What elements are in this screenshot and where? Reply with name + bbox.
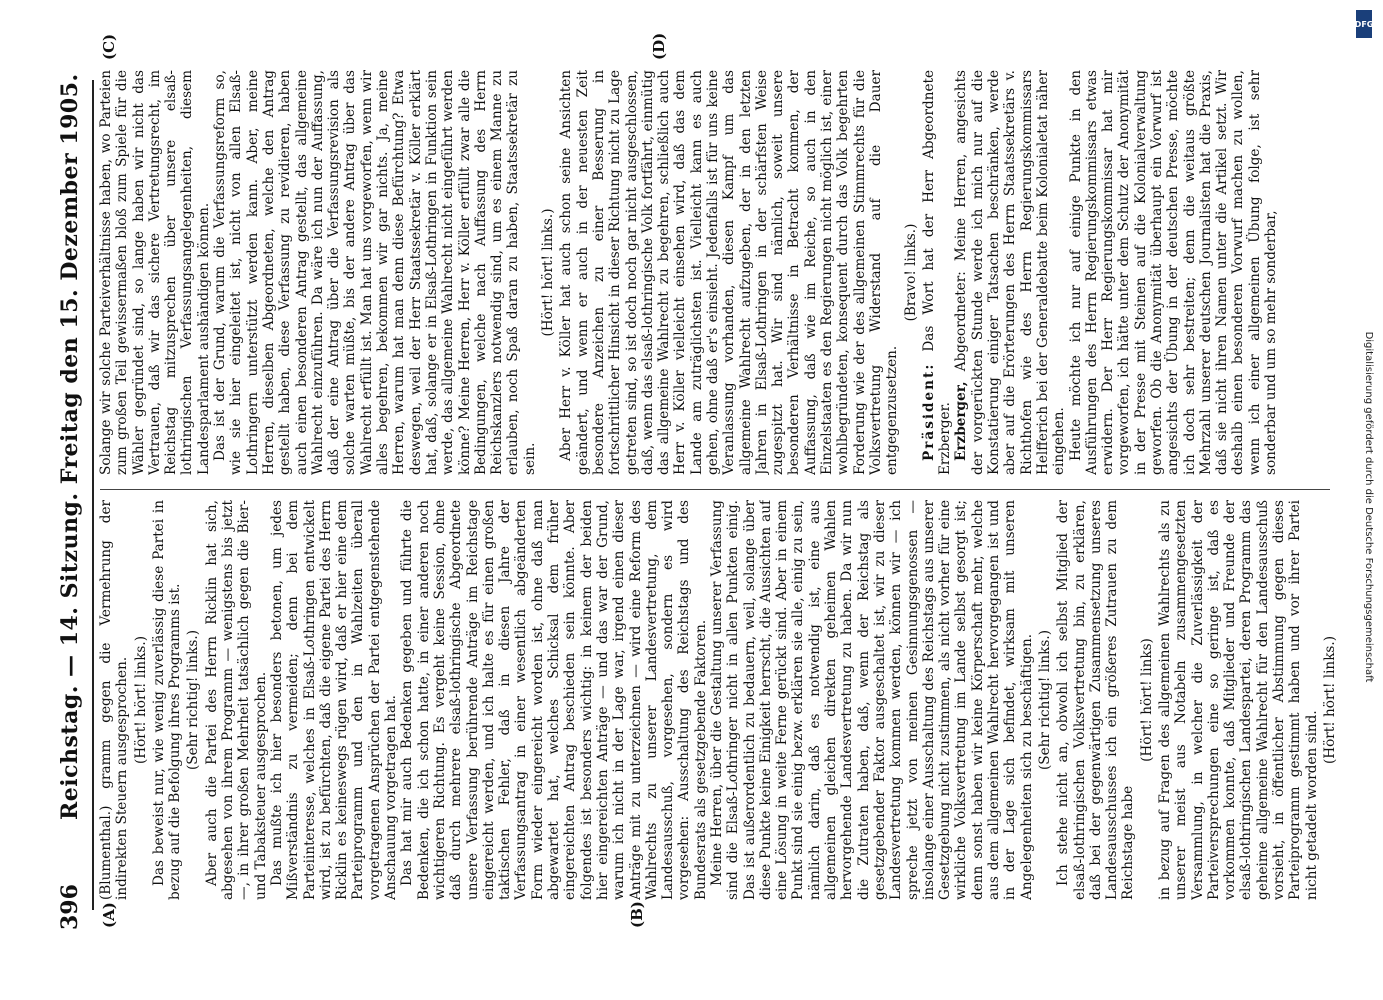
paragraph: Das mußte ich hier besonders betonen, um jedes Mißverständnis zu vermeiden; denn bei dem Parteiinteresse, welches in Elsaß-Lothringen entwickelt wird, ist zu befürchten, daß die eigene Partei des Herrn Ricklin es keineswegs rügen wird, daß er hier eine dem Parteiprogramm und den in Wahlzeiten überall vorgetragenen Ansprüchen der Partei entgegenstehende Anschauung vorgetragen hat. (268, 500, 400, 900)
interjection: (Bravo! links.) (902, 223, 919, 322)
president-statement (921, 70, 954, 475)
left-column (98, 500, 1338, 900)
speaker-role: Abgeordneter: (953, 271, 970, 372)
paragraph: Solange wir solche Parteiverhältnisse haben, wo Parteien zum großen Teil gewissermaßen bloß zum Spiele für die Wähler gegründet sind, so lange haben wir nicht das Vertrauen, daß wir das sichere Vertretungsrecht, im Reichstag mitzusprechen über unsere elsaß-lothringischen Verfassungsangelegenheiten, diesem Landesparlament aushändigen können. (98, 70, 212, 475)
margin-mark-d: (D) (650, 32, 668, 60)
margin-mark-c: (C) (100, 33, 118, 60)
paragraph: Das ist der Grund, warum die Verfassungsreform so, wie sie hier eingeleitet ist, nicht von allen Elsaß-Lothringern unterstützt werden kann. Aber, meine Herren, dieselben Abgeordneten, welche den Antrag gestellt haben, diese Verfassung zu revidieren, haben auch einen besonderen Antrag gestellt, das allgemeine Wahlrecht einzuführen. Da wäre ich nun der Auffassung, daß der eine Antrag über die Verfassungsrevision als solche warten müßte, bis der andere Antrag über das Wahlrecht erfüllt ist. Man hat uns vorgeworfen, wenn wir alles begehren, bekommen wir gar nichts. Ja, meine Herren, warum hat man denn diese Befürchtung? Etwa deswegen, weil der Herr Staatssekretär v. Köller erklärt hat, daß, solange er in Elsaß-Lothringen in Funktion sein werde, das allgemeine Wahlrecht nicht eingeführt werden könne? Meine Herren, Herr v. Köller erfüllt zwar alle die Bedingungen, welche nach Auffassung des Herrn Reichskanzlers notwendig sind, um es einem Manne zu erlauben, noch Spaß daran zu haben, Staatssekretär zu sein. (212, 70, 538, 475)
page-title: Reichstag. — 14. Sitzung. Freitag den 15. Dezember 1905. (57, 73, 83, 820)
interjection: (Hört! hört! links.) (132, 635, 149, 765)
paragraph: Heute möchte ich nur auf einige Punkte in den Ausführungen des Herrn Regierungskommissars etwas erwidern. Der Herr Regierungskommissar hat mir vorgeworfen, ich hätte unter dem Schutz der Anonymität in der Presse mit Steinen auf die Kolonialverwaltung geworfen. Ob die Anonymität überhaupt ein Vorwurf ist angesichts der Übung in der deutschen Presse, möchte ich doch sehr bestreiten; denn die weitaus größte Mehrzahl unserer deutschen Journalisten hat die Praxis, daß sie nicht ihren Namen unter die Artikel setzt. Wir deshalb einen besonderen Vorwurf machen zu wollen, wenn ich einer allgemeinen Übung folge, ist sehr sonderbar und um so mehr sonderbar, (1067, 70, 1280, 475)
paragraph: Aber auch die Partei des Herrn Ricklin hat sich, abgesehen von ihrem Programm — wenigstens bis jetzt —, in ihrer großen Mehrheit tatsächlich gegen die Bier- und Tabaksteuer ausgesprochen. (203, 500, 269, 900)
running-head (55, 70, 89, 930)
paragraph: (Blumenthal.) gramm gegen die Vermehrung der indirekten Steuern ausgesprochen. (98, 500, 131, 900)
column-divider (100, 489, 1330, 490)
paragraph: in bezug auf Fragen des allgemeinen Wahlrechts als zu unserer meist aus Notabeln zusammengesetzten Versammlung, in welcher die Zuverlässigkeit der Parteiversprechungen eine so geringe ist, daß es vorkommen konnte, daß Mitglieder und Freunde der elsaß-lothringischen Landespartei, deren Programm das geheime allgemeine Wahlrecht für den Landesausschuß vorsieht, in öffentlicher Abstimmung gegen dieses Parteiprogramm gestimmt haben und vor ihrer Partei nicht getadelt worden sind. (1157, 500, 1320, 900)
statement-text: Das Wort hat der Herr Abgeordnete Erzberger. (920, 70, 954, 475)
paragraph: Aber Herr v. Köller hat auch schon seine Ansichten geändert, und wenn er auch in der neuesten Zeit besondere Anzeichen zu einer Besserung in fortschrittlicher Hinsicht in dieser Richtung nicht zu Lage getreten sind, so ist doch noch gar nicht ausgeschlossen, daß, wenn das elsaß-lothringische Volk fortfährt, einmütig das allgemeine Wahlrecht zu begehren, schließlich auch Herr v. Köller vielleicht einsehen wird, daß das dem Lande am zuträglichsten ist. Vielleicht kann es auch gehen, ohne daß er's einsieht. Jedenfalls ist für uns keine Veranlassung vorhanden, diesen Kampf um das allgemeine Wahlrecht aufzugeben, der in den letzten Jahren in Elsaß-Lothringen in der schärfsten Weise zugespitzt hat. Wir sind nämlich, soweit unsere besonderen Verhältnisse in Betracht kommen, der Auffassung, daß wie im Reiche, so auch in den Einzelstaaten es den Regierungen nicht möglich ist, einer wohlbegründeten, konsequent durch das Volk begehrten Forderung wie der des allgemeinen Stimmrechts für die Volksvertretung Widerstand auf die Dauer entgegenzusetzen. (558, 70, 901, 475)
dfg-logo: DFG (1356, 10, 1372, 38)
page-number: 396 (57, 884, 83, 930)
speaker-intro (953, 70, 1067, 475)
header-rule (92, 80, 94, 910)
credit-text: Digitalisierung gefördert durch die Deutsche Forschungsgemeinschaft (1363, 331, 1374, 683)
speaker-name: Erzberger, (953, 381, 970, 461)
paragraph: Meine Herren, über die Gestaltung unserer Verfassung sind die Elsaß-Lothringer nicht in allen Punkten einig. Das ist außerordentlich zu bedauern, weil, solange über diese Punkte keine Einigkeit herrscht, die Aussichten auf eine Lösung in weite Ferne gerückt sind. Aber in einem Punkt sind sie einig bezw. erklären sie alle, einig zu sein, nämlich darin, daß es notwendig ist, eine aus allgemeinen gleichen direkten geheimen Wahlen hervorgehende Landesvertretung zu haben. Da wir nun die Zutraten haben, daß, wenn der Reichstag als gesetzgebender Faktor ausgeschaltet ist, wir zu dieser Landesvertretung kommen werden, können wir — ich spreche jetzt von meinen Gesinnungsgenossen — insolange einer Ausschaltung des Reichstags aus unserer Gesetzgebung nicht zustimmen, als nicht vorher für eine wirkliche Volksvertretung im Lande selbst gesorgt ist; denn sonst haben wir keine Körperschaft mehr, welche aus dem allgemeinen Wahlrecht hervorgegangen ist und in der Lage sich befindet, wirksam mit unseren Angelegenheiten sich zu beschäftigen. (708, 500, 1035, 900)
interjection: (Hört! hört! links) (1138, 638, 1155, 762)
paragraph: Das hat mir auch Bedenken gegeben und führte die Bedenken, die ich schon hatte, in einer anderen noch wichtigeren Richtung. Es vergeht keine Session, ohne daß durch mehrere elsaß-lothringische Abgeordnete unsere Verfassung berührende Anträge im Reichstage eingereicht werden, und ich halte es für einen großen taktischen Fehler, daß in diesen Jahre der Verfassungsantrag in einer wesentlich abgeänderten Form wieder eingereicht worden ist, ohne daß man abgewartet hat, welches Schicksal dem früher eingereichten Antrag beschieden sein könnte. Aber folgendes ist besonders wichtig: in keinem der beiden hier eingereichten Anträge — und das war der Grund, warum ich nicht in der Lage war, irgend einen dieser Anträge mit zu unterzeichnen — wird eine Reform des Wahlrechts zu unserer Landesvertretung, dem Landesausschuß, vorgesehen, sondern es wird vorgesehen: Ausschaltung des Reichstags und des Bundesrats als gesetzgebende Faktoren. (399, 500, 709, 900)
paragraph: Das beweist nur, wie wenig zuverlässig diese Partei in bezug auf die Befolgung ihres Programms ist. (150, 500, 184, 900)
interjection: (Hört! hört! links.) (1321, 635, 1338, 765)
statement-text: Meine Herren, angesichts der vorgerückten Stunde werde ich mich nur auf die Konstatierung einiger Tatsachen beschränken, werde aber auf die Erörterungen des Herrn Staatssekretärs v. Richthofen wie des Herrn Regierungskommissars Helfferich bei der Generaldebatte beim Kolonialetat näher eingehen. (953, 70, 1068, 475)
interjection: (Sehr richtig! links.) (1036, 629, 1053, 771)
speaker-label: Präsident: (920, 362, 937, 461)
margin-mark-b: (B) (628, 901, 646, 928)
right-column (98, 70, 1338, 475)
margin-mark-a: (A) (100, 902, 118, 928)
interjection: (Sehr richtig! links.) (185, 629, 202, 771)
digitization-credit (1352, 0, 1382, 1000)
interjection: (Hört! hört! links.) (540, 208, 557, 337)
paragraph: Ich stehe nicht an, obwohl ich selbst Mitglied der elsaß-lothringischen Volksvertretung bin, zu erklären, daß bei der gegenwärtigen Zusammensetzung unseres Landesausschusses ich ein größeres Zutrauen zu dem Reichstage habe (1055, 500, 1137, 900)
